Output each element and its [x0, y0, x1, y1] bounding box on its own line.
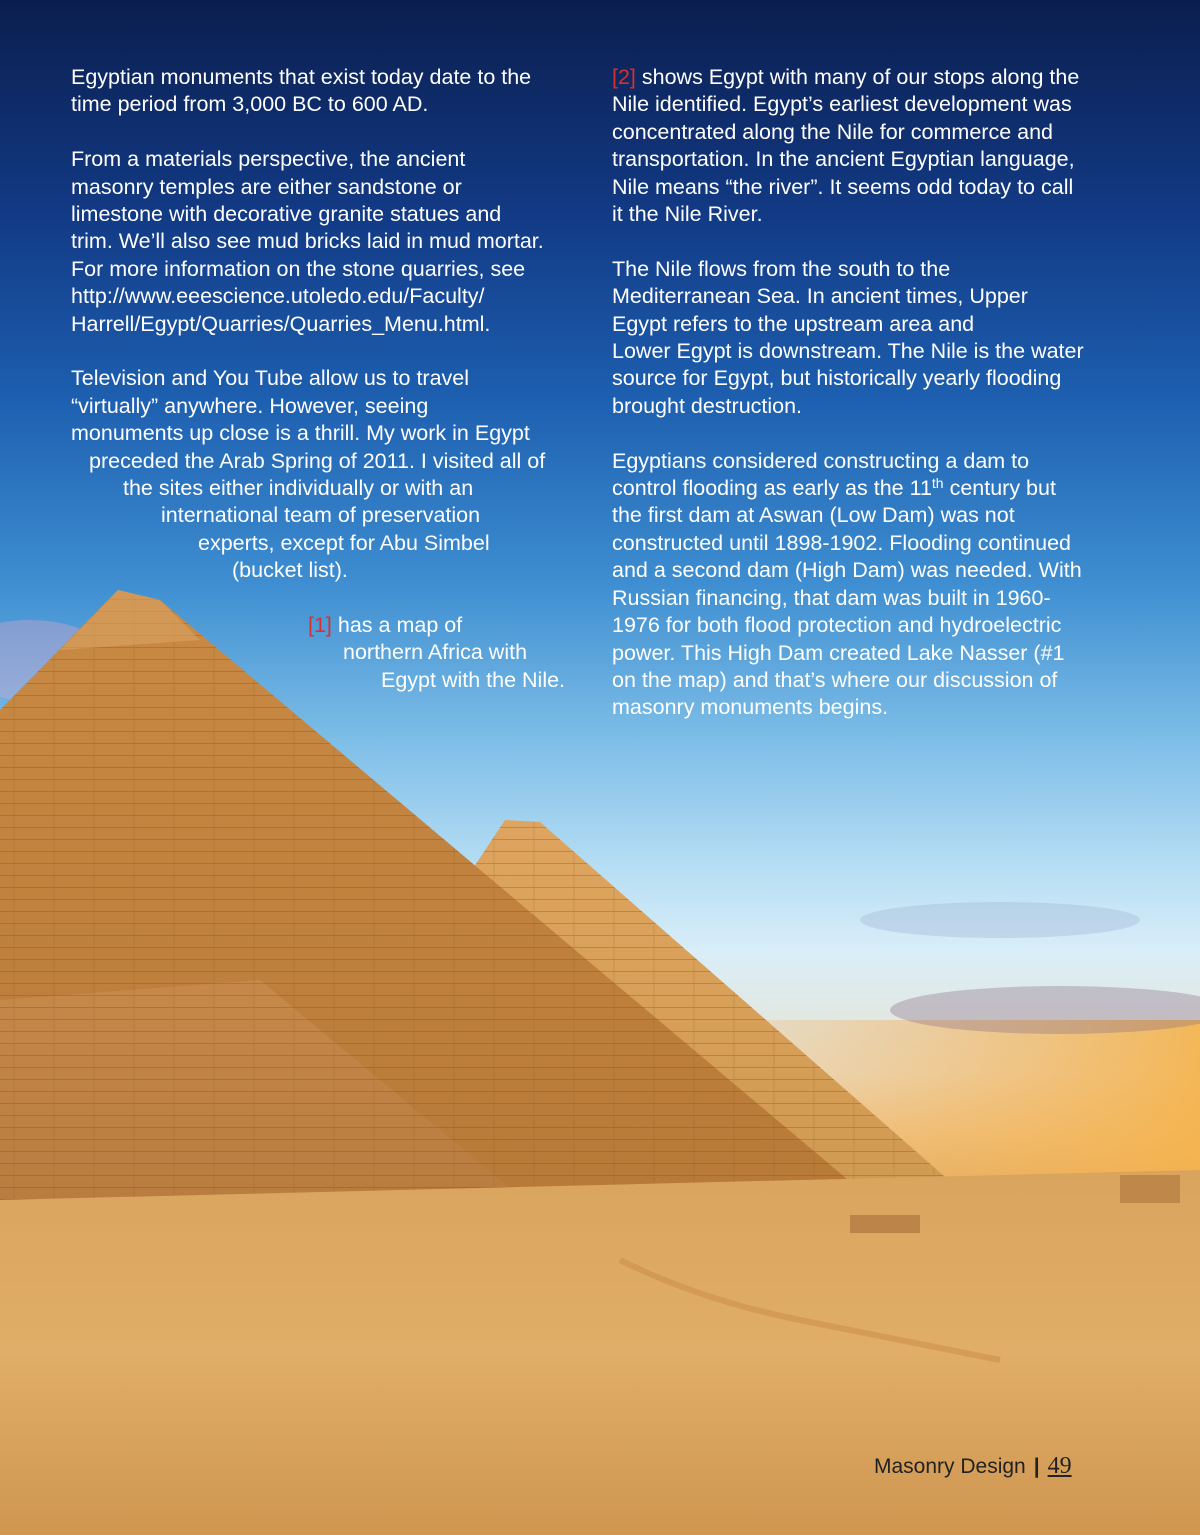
paragraph: Television and You Tube allow us to travel “virtually” anywhere. However, seeing monuments up close is a thrill. My work in Egypt preceded the Arab Spring of 2011. I visited all of the sites either individually or with an international team of preservation experts, except for Abu Simbel (bucket list).: [71, 366, 546, 583]
quarries-url[interactable]: http://www.eeescience.utoledo.edu/Faculty/: [71, 284, 485, 309]
footer-separator: |: [1033, 1455, 1040, 1478]
paragraph: The Nile flows from the south to the Mediterranean Sea. In ancient times, Upper Egypt refers to the upstream area and Lower Egypt is downstream. The Nile is the water source for Egypt, but historically yearly flooding brought destruction.: [612, 256, 1084, 418]
figure-reference-1[interactable]: [1]: [308, 613, 332, 638]
desert-sand: [0, 1170, 1200, 1535]
paragraph: Egyptian monuments that exist today date to the time period from 3,000 BC to 600 AD.: [71, 65, 532, 117]
cloud: [860, 902, 1140, 938]
quarries-url[interactable]: Harrell/Egypt/Quarries/Quarries_Menu.html.: [71, 311, 491, 336]
paragraph: From a materials perspective, the ancient masonry temples are either sandstone or limestone with decorative granite statues and trim. We’ll also see mud bricks laid in mud mortar. For more information on the stone quarries, see http://www.eeescience.utoledo.edu/Faculty/ Harrell/Egypt/Quarries/Quarries_Menu.html.: [71, 146, 591, 338]
paragraph: [1] has a map of northern Africa with Egypt with the Nile.: [308, 613, 566, 692]
right-column: [612, 64, 1152, 749]
ruin-block: [850, 1215, 920, 1233]
paragraph: Egyptians considered constructing a dam to control flooding as early as the 11th century but the first dam at Aswan (Low Dam) was not constructed until 1898-1902. Flooding continued and a second dam (High Dam) was needed. With Russian financing, that dam was built in 1960- 1976 for both flood protection and hydroelectric power. This High Dam created Lake Nasser (#1 on the map) and that’s where our discussion of masonry monuments begins.: [612, 448, 1082, 720]
page-number: 49: [1047, 1453, 1072, 1479]
publication-name: Masonry Design: [874, 1455, 1026, 1478]
left-column: [71, 64, 591, 722]
ruin-block: [1120, 1175, 1180, 1203]
paragraph: [2] shows Egypt with many of our stops along the Nile identified. Egypt’s earliest development was concentrated along the Nile for commerce and transportation. In the ancient Egyptian language, Nile means “the river”. It seems odd today to call it the Nile River.: [612, 65, 1080, 227]
page-footer: [874, 1453, 1072, 1480]
figure-reference-2[interactable]: [2]: [612, 65, 636, 89]
